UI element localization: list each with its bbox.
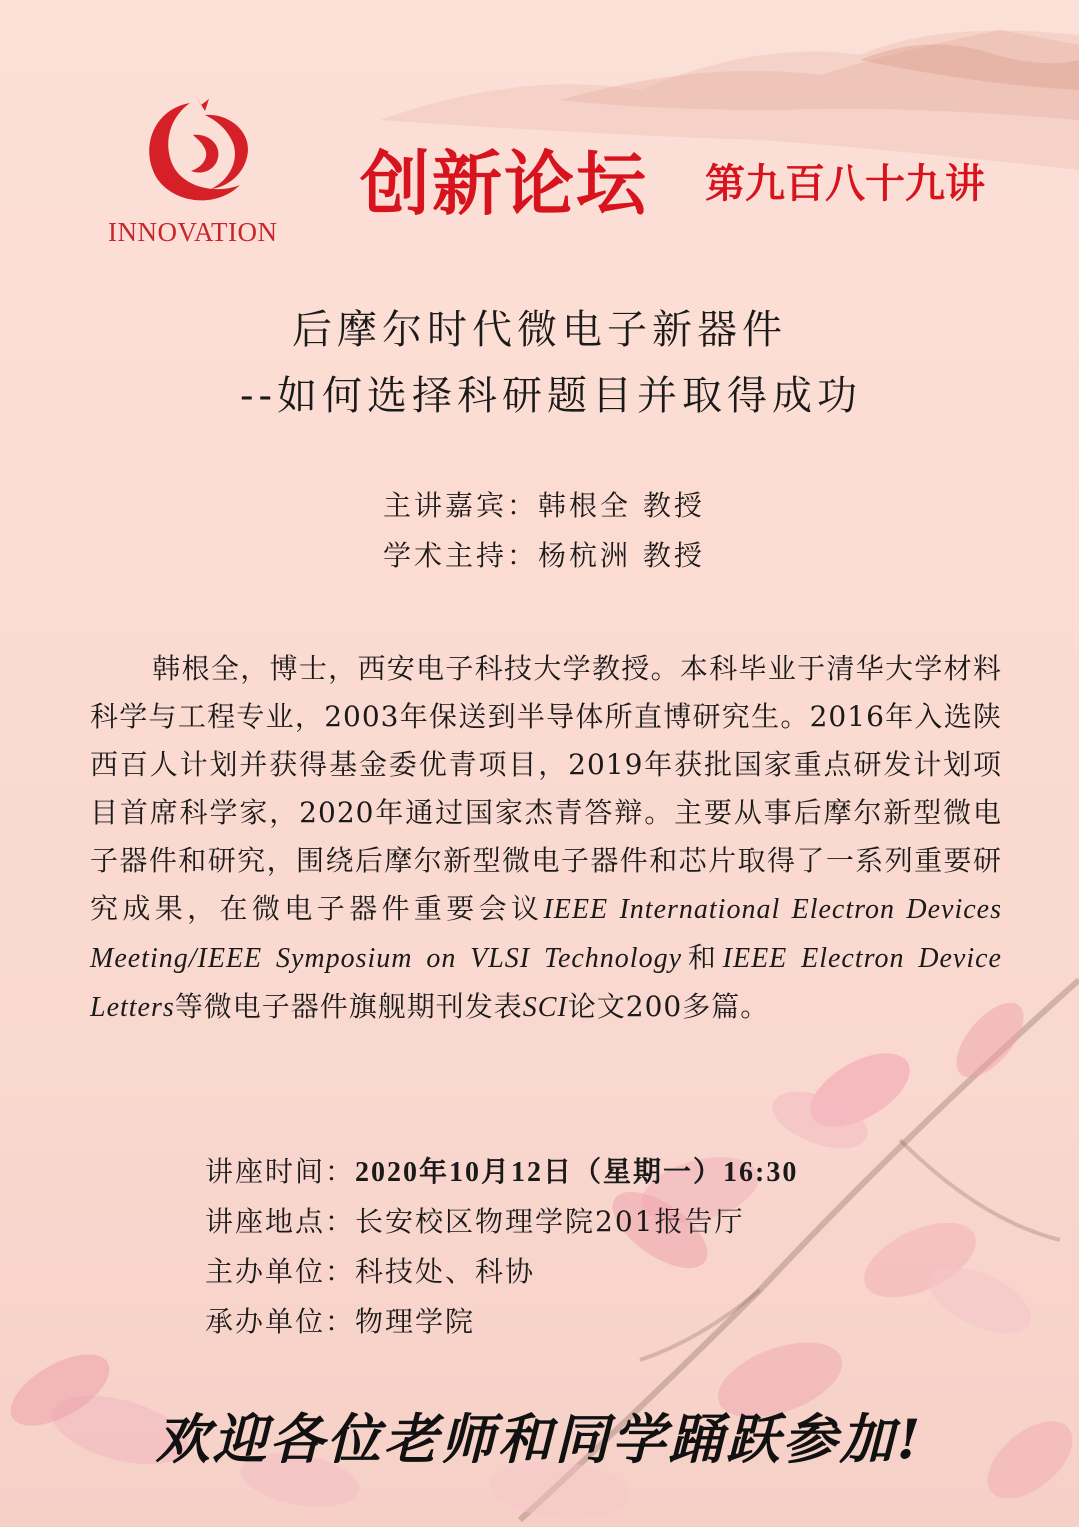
info-host (205, 1250, 535, 1290)
forum-title: 创新论坛 (360, 143, 648, 225)
speaker-line: 主讲嘉宾：韩根全 教授 (383, 489, 705, 522)
lecture-subtitle: --如何选择科研题目并取得成功 (240, 373, 863, 419)
bio-venue-conference: IEEE International Electron Devices Meeting/IEEE Symposium on VLSI Technology (90, 894, 1002, 974)
innovation-logo (100, 95, 300, 255)
host-line: 学术主持：杨杭洲 教授 (383, 539, 705, 572)
info-time (205, 1150, 798, 1190)
bio-text-2: 等微电子器件旗舰期刊发表 (174, 990, 523, 1023)
bio-and: 和 (682, 941, 723, 974)
host-value: 科技处、科协 (355, 1255, 536, 1288)
bio-text-3: 论文200多篇。 (567, 990, 770, 1023)
info-place (205, 1200, 744, 1240)
bio-text: 韩根全，博士，西安电子科技大学教授。本科毕业于清华大学材料科学与工程专业，2003年保送到半导体所直博研究生。2016年入选陕西百人计划并获得基金委优青项目，2019年获批国家重点研发计划项目首席科学家，2020年通过国家杰青答辩。主要从事后摩尔新型微电子器件和研究，围绕后摩尔新型微电子器件和芯片取得了一系列重要研究成果，在微电子器件重要会议 (90, 652, 1002, 925)
lecture-title: 后摩尔时代微电子新器件 (292, 307, 787, 353)
bio-venue-journal: IEEE Electron Device Letters (90, 943, 1002, 1023)
bio-sci: SCI (522, 992, 568, 1023)
lecture-number: 第九百八十九讲 (705, 161, 985, 207)
time-label: 讲座时间： (205, 1155, 356, 1188)
info-organizer (205, 1300, 475, 1340)
logo-text: INNOVATION (108, 217, 278, 247)
organizer-label: 承办单位： (205, 1305, 356, 1338)
crescent-swirl-icon (135, 95, 260, 215)
time-value: 2020年10月12日（星期一）16:30 (355, 1157, 799, 1188)
speaker-bio (90, 645, 1002, 1032)
host-label: 主办单位： (205, 1255, 356, 1288)
organizer-value: 物理学院 (355, 1305, 476, 1338)
place-label: 讲座地点： (205, 1205, 356, 1238)
welcome-slogan: 欢迎各位老师和同学踊跃参加! (155, 1407, 924, 1471)
place-value: 长安校区物理学院201报告厅 (355, 1205, 745, 1238)
